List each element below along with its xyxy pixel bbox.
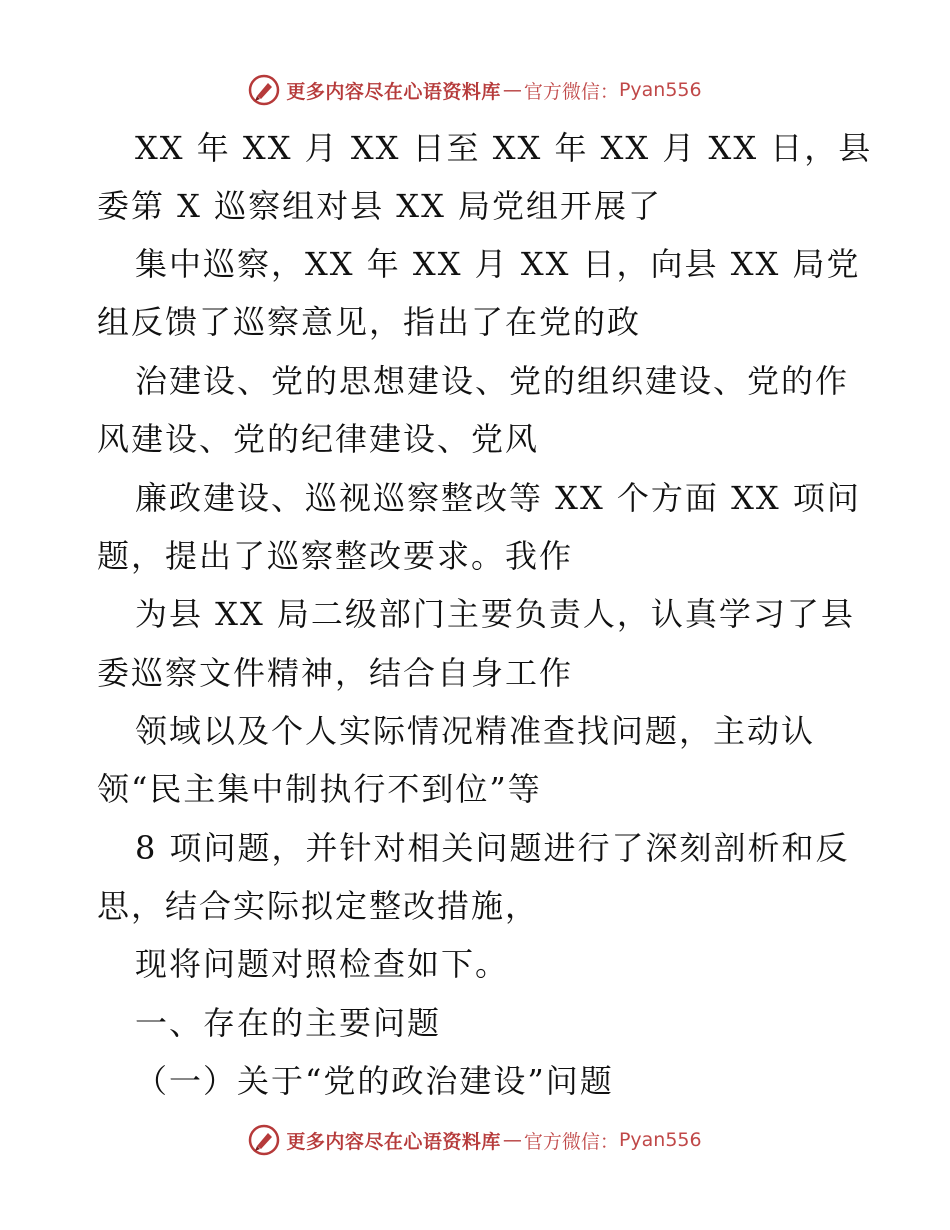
text-line: 8 项问题，并针对相关问题进行了深刻剖析和反	[135, 829, 850, 867]
text-line: 委巡察文件精神，结合自身工作	[97, 654, 574, 692]
separator: —	[502, 79, 522, 101]
text-line: 题，提出了巡察整改要求。我作	[97, 537, 574, 575]
text-line: 思，结合实际拟定整改措施，	[97, 887, 540, 925]
wechat-id: Pyan556	[618, 1129, 702, 1151]
text-line: 为县 XX 局二级部门主要负责人，认真学习了县	[135, 595, 855, 633]
text-line: 集中巡察，XX 年 XX 月 XX 日，向县 XX 局党	[135, 245, 861, 283]
header-watermark	[0, 74, 950, 106]
pen-logo-icon	[248, 1124, 280, 1156]
text-line: XX 年 XX 月 XX 日至 XX 年 XX 月 XX 日，县	[135, 129, 873, 167]
subsection-heading: （一）关于“党的政治建设”问题	[135, 1062, 614, 1100]
text-line: 廉政建设、巡视巡察整改等 XX 个方面 XX 项问	[135, 479, 861, 517]
wechat-label: 官方微信：	[523, 80, 619, 103]
text-line: 领“民主集中制执行不到位”等	[97, 770, 542, 808]
section-heading: 一、存在的主要问题	[135, 1004, 442, 1042]
wechat-id: Pyan556	[618, 79, 702, 101]
text-line: 组反馈了巡察意见，指出了在党的政	[97, 303, 642, 341]
wechat-label: 官方微信：	[523, 1130, 619, 1153]
separator: —	[502, 1129, 522, 1151]
footer-watermark	[0, 1124, 950, 1156]
brand-text: 更多内容尽在心语资料库	[286, 1130, 501, 1153]
text-line: 治建设、党的思想建设、党的组织建设、党的作	[135, 362, 850, 400]
text-line: 领域以及个人实际情况精准查找问题，主动认	[135, 712, 816, 750]
text-line: 委第 X 巡察组对县 XX 局党组开展了	[97, 187, 663, 225]
text-line: 风建设、党的纪律建设、党风	[97, 420, 540, 458]
brand-text: 更多内容尽在心语资料库	[286, 80, 501, 103]
text-line: 现将问题对照检查如下。	[135, 945, 510, 983]
pen-logo-icon	[248, 74, 280, 106]
